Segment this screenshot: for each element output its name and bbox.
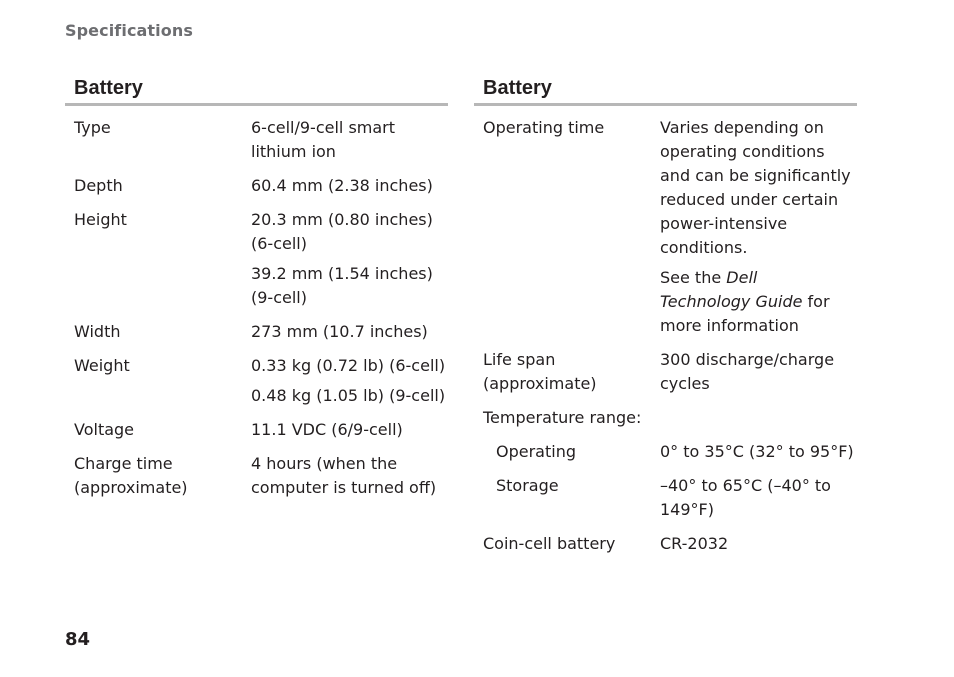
row-values bbox=[251, 354, 448, 408]
row-value: 0.33 kg (0.72 lb) (6-cell) bbox=[251, 356, 446, 375]
table-row-temperature-range bbox=[474, 406, 857, 430]
battery-table-left bbox=[65, 76, 448, 510]
row-label: Weight bbox=[74, 356, 130, 375]
section-label: Specifications bbox=[65, 21, 193, 40]
table-row bbox=[65, 174, 448, 198]
reference-title: Technology Guide bbox=[660, 292, 803, 311]
row-label: Voltage bbox=[74, 420, 135, 439]
row-values bbox=[251, 174, 448, 198]
table-row bbox=[65, 452, 448, 500]
row-label: Storage bbox=[496, 476, 559, 495]
table-heading: Battery bbox=[65, 76, 448, 106]
row-label: Type bbox=[74, 118, 111, 137]
row-values bbox=[251, 418, 448, 442]
table-row bbox=[65, 354, 448, 408]
row-value: CR-2032 bbox=[660, 534, 729, 553]
table-row bbox=[65, 116, 448, 164]
row-label: Operating bbox=[496, 442, 576, 461]
table-body bbox=[65, 106, 448, 500]
table-row-life-span bbox=[474, 348, 857, 396]
row-value: 11.1 VDC (6/9-cell) bbox=[251, 420, 403, 439]
row-values bbox=[251, 452, 448, 500]
table-row bbox=[65, 418, 448, 442]
page-number: 84 bbox=[65, 629, 91, 650]
reference-suffix: for bbox=[802, 292, 830, 311]
table-heading: Battery bbox=[474, 76, 857, 106]
reference-suffix: more information bbox=[660, 316, 799, 335]
table-row bbox=[65, 208, 448, 310]
row-value: 39.2 mm (1.54 inches) (9-cell) bbox=[251, 264, 433, 307]
row-value: 0.48 kg (1.05 lb) (9-cell) bbox=[251, 386, 446, 405]
row-value: 6-cell/9-cell smart lithium ion bbox=[251, 118, 396, 161]
row-values bbox=[660, 348, 857, 396]
row-values bbox=[251, 208, 448, 310]
row-values bbox=[251, 116, 448, 164]
row-label: Depth bbox=[74, 176, 123, 195]
table-body bbox=[474, 106, 857, 556]
row-values bbox=[660, 474, 857, 522]
row-value: 0° to 35°C (32° to 95°F) bbox=[660, 442, 854, 461]
table-row-storage-temp bbox=[474, 474, 857, 522]
row-label: Operating time bbox=[483, 118, 605, 137]
row-value: Varies depending on operating conditions and can be significantly reduced under certain power-intensive conditions. bbox=[660, 118, 851, 257]
row-value: 300 discharge/charge cycles bbox=[660, 350, 835, 393]
row-label: Width bbox=[74, 322, 121, 341]
row-values bbox=[251, 320, 448, 344]
table-row bbox=[65, 320, 448, 344]
row-value: 60.4 mm (2.38 inches) bbox=[251, 176, 433, 195]
reference-prefix: See the bbox=[660, 268, 727, 287]
row-label: Charge time (approximate) bbox=[74, 454, 188, 497]
row-value: 20.3 mm (0.80 inches) (6-cell) bbox=[251, 210, 433, 253]
row-value-reference bbox=[660, 266, 857, 338]
row-label: Temperature range: bbox=[483, 408, 642, 427]
row-value: –40° to 65°C (–40° to 149°F) bbox=[660, 476, 831, 519]
row-value: 4 hours (when the computer is turned off) bbox=[251, 454, 437, 497]
row-values bbox=[660, 116, 857, 338]
row-label: Height bbox=[74, 210, 127, 229]
battery-table-right bbox=[474, 76, 857, 566]
row-values bbox=[660, 532, 857, 556]
reference-title: Dell bbox=[726, 268, 758, 287]
table-row-operating-time bbox=[474, 116, 857, 338]
row-value: 273 mm (10.7 inches) bbox=[251, 322, 428, 341]
table-row-operating-temp bbox=[474, 440, 857, 464]
row-values bbox=[660, 440, 857, 464]
table-row-coin-cell bbox=[474, 532, 857, 556]
row-label: Coin-cell battery bbox=[483, 534, 616, 553]
row-label: Life span (approximate) bbox=[483, 350, 597, 393]
